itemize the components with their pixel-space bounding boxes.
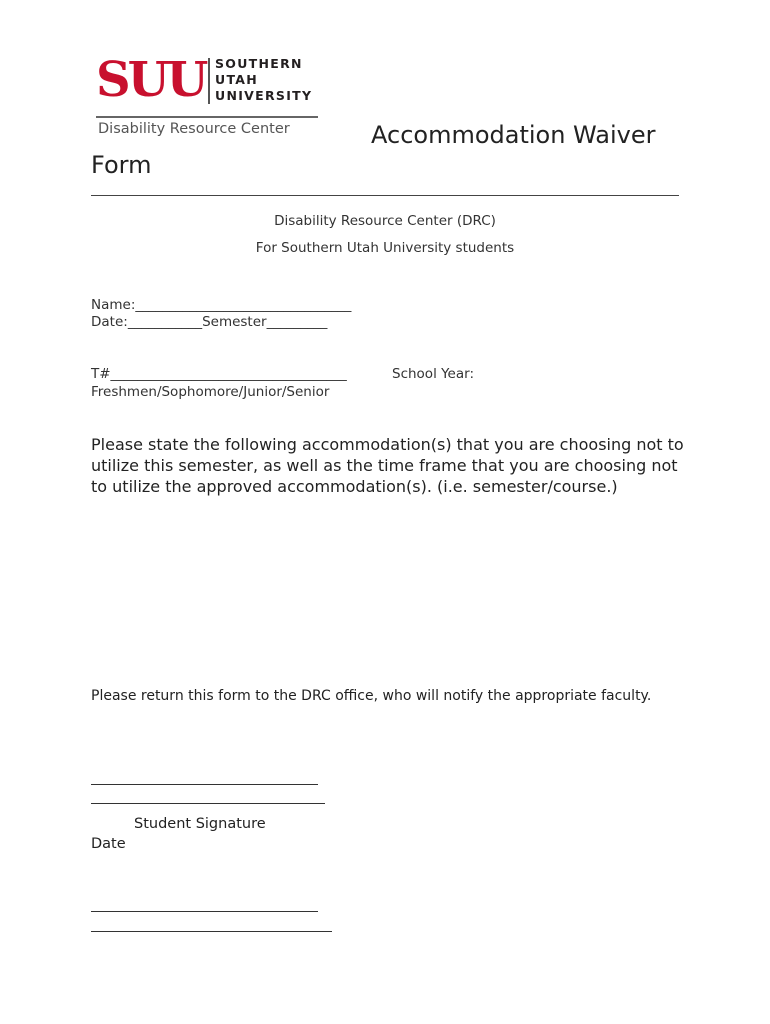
logo-name-line-3: UNIVERSITY (215, 88, 313, 103)
subheading-audience: For Southern Utah University students (255, 240, 515, 256)
title-rule (91, 195, 679, 196)
school-year-label: School Year: (392, 366, 475, 382)
tnumber-field: T#___________________________________ (91, 366, 347, 382)
logo-initials: SUU (96, 52, 206, 108)
name-field: Name:________________________________ (91, 297, 352, 313)
year-options: Freshmen/Sophomore/Junior/Senior (91, 384, 330, 400)
date-label: Date (91, 836, 126, 852)
instructions-paragraph: Please state the following accommodation(s) that you are choosing not to utilize this semester, as well as the time frame that you are choosing not to utilize the approved accommodation(s). (i.e. semester/course.) (91, 435, 684, 496)
page-title-line-1: Accommodation Waiver (371, 121, 656, 149)
return-note: Please return this form to the DRC office, who will notify the appropriate faculty. (91, 688, 652, 704)
signature-line-2 (91, 803, 325, 804)
logo-name-line-1: SOUTHERN (215, 56, 303, 71)
date-semester-field: Date:___________Semester_________ (91, 314, 328, 330)
logo-name-line-2: UTAH (215, 72, 259, 87)
student-signature-label: Student Signature (134, 816, 266, 832)
page-title-line-2: Form (91, 151, 152, 179)
signature-line-1 (91, 784, 318, 785)
suu-logo (96, 52, 320, 142)
subheading-department: Disability Resource Center (DRC) (274, 213, 496, 229)
signature-line-3 (91, 911, 318, 912)
logo-department: Disability Resource Center (98, 121, 290, 137)
signature-line-4 (91, 931, 332, 932)
logo-rule (96, 116, 318, 118)
logo-divider (208, 58, 210, 104)
